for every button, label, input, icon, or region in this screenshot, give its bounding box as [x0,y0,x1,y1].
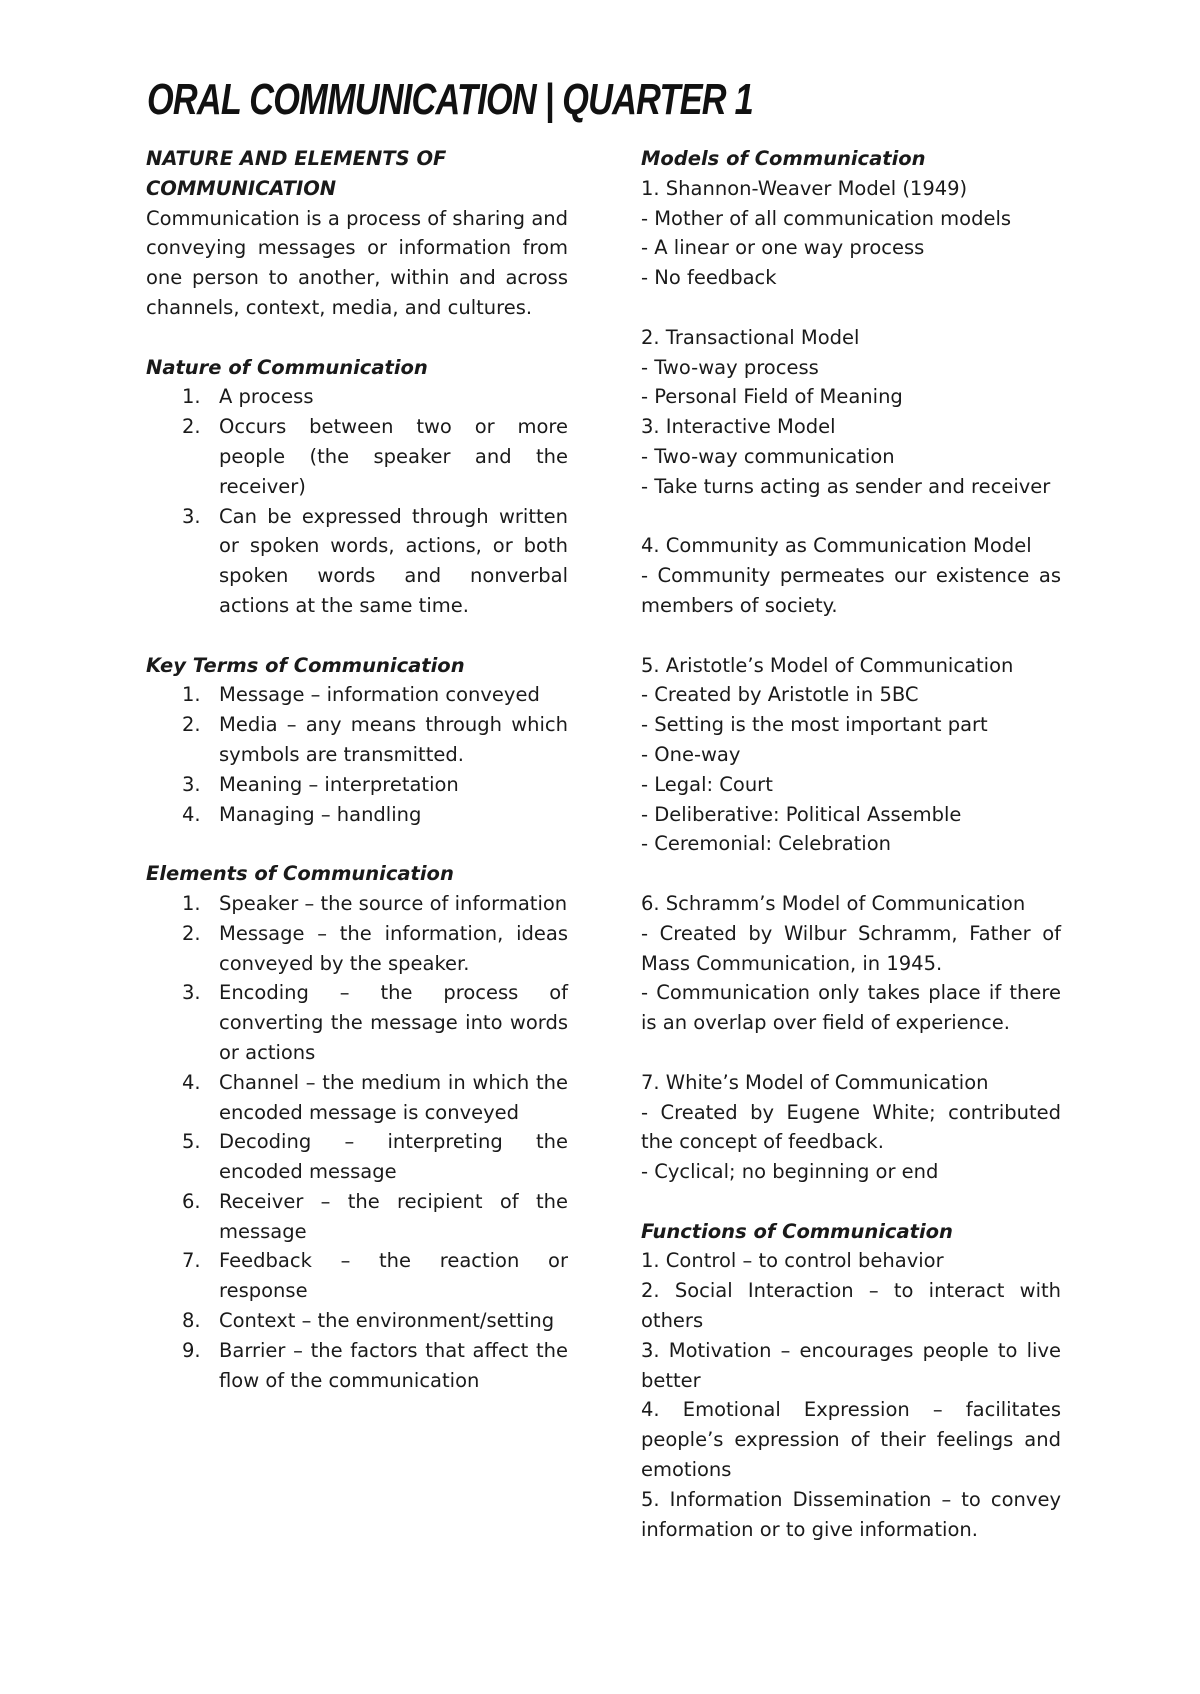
model-line: - Created by Wilbur Schramm, Father of Mass Communication, in 1945. [641,921,1061,975]
model-line: - Setting is the most important part [641,713,988,737]
model-line: - Communication only takes place if there is an overlap over field of experience. [641,981,1061,1035]
model-line: 3. Interactive Model [641,415,836,439]
list-item: 6. Receiver – the recipient of the message [182,1189,568,1243]
model-line: 2. Transactional Model [641,325,860,349]
model-line: - Legal: Court [641,772,773,796]
list-item: 1. A process [182,385,314,409]
model-line: - Two-way process [641,355,819,379]
model-line: - Created by Aristotle in 5BC [641,683,919,707]
key-terms-list [146,680,568,829]
model-line: - A linear or one way process [641,236,925,260]
left-column [146,144,568,1395]
model-line: 6. Schramm’s Model of Communication [641,891,1026,915]
list-item: 3. Meaning – interpretation [182,772,459,796]
function-item: 2. Social Interaction – to interact with others [641,1279,1061,1333]
model-line: - Two-way communication [641,444,895,468]
model-line: - Mother of all communication models [641,206,1012,230]
model-line: - Community permeates our existence as members of society. [641,564,1061,617]
model-line: - Deliberative: Political Assemble [641,802,962,826]
list-item: 2. Occurs between two or more people (the speaker and the receiver) [182,415,568,498]
key-terms-heading: Key Terms of Communication [146,653,465,677]
list-item: 5. Decoding – interpreting the encoded message [182,1130,568,1184]
elements-heading: Elements of Communication [146,862,454,886]
model-line: - No feedback [641,266,777,290]
model-line: 5. Aristotle’s Model of Communication [641,653,1014,677]
list-item: 1. Message – information conveyed [182,683,540,707]
model-line: - Take turns acting as sender and receiver [641,474,1051,498]
nature-heading: Nature of Communication [146,355,428,379]
nature-list [146,382,568,620]
function-item: 3. Motivation – encourages people to live better [641,1338,1061,1392]
list-item: 3. Encoding – the process of converting the message into words or actions [182,981,568,1064]
model-line: - Cyclical; no beginning or end [641,1160,939,1184]
models-heading: Models of Communication [641,147,926,170]
model-line: - Personal Field of Meaning [641,385,903,409]
elements-list [146,889,568,1396]
section-heading-nature-elements-line2: COMMUNICATION [146,176,337,200]
function-item: 5. Information Dissemination – to convey information or to give information. [641,1487,1061,1541]
list-item: 4. Managing – handling [182,802,422,826]
right-column [641,144,1061,1544]
list-item: 1. Speaker – the source of information [182,891,568,915]
model-line: - Ceremonial: Celebration [641,832,891,856]
model-line: - One-way [641,742,741,766]
list-item: 2. Message – the information, ideas conveyed by the speaker. [182,921,568,975]
list-item: 9. Barrier – the factors that affect the flow of the communication [182,1338,568,1392]
model-line: 1. Shannon-Weaver Model (1949) [641,176,968,200]
list-item: 2. Media – any means through which symbols are transmitted. [182,713,568,766]
definition-paragraph: Communication is a process of sharing and conveying messages or information from one person to another, within and across channels, context, media, and cultures. [146,206,568,319]
model-line: 4. Community as Communication Model [641,534,1032,558]
section-heading-nature-elements: NATURE AND ELEMENTS OF [146,147,447,170]
model-line: 7. White’s Model of Communication [641,1070,989,1094]
list-item: 3. Can be expressed through written or spoken words, actions, or both spoken words and nonverbal actions at the same time. [182,504,568,617]
list-item: 7. Feedback – the reaction or response [182,1249,568,1303]
list-item: 8. Context – the environment/setting [182,1309,555,1333]
function-item: 1. Control – to control behavior [641,1249,944,1273]
model-line: - Created by Eugene White; contributed the concept of feedback. [641,1100,1061,1154]
functions-heading: Functions of Communication [641,1219,953,1243]
function-item: 4. Emotional Expression – facilitates people’s expression of their feelings and emotions [641,1398,1061,1482]
page-title: ORAL COMMUNICATION | QUARTER 1 [147,75,753,124]
list-item: 4. Channel – the medium in which the encoded message is conveyed [182,1070,568,1124]
